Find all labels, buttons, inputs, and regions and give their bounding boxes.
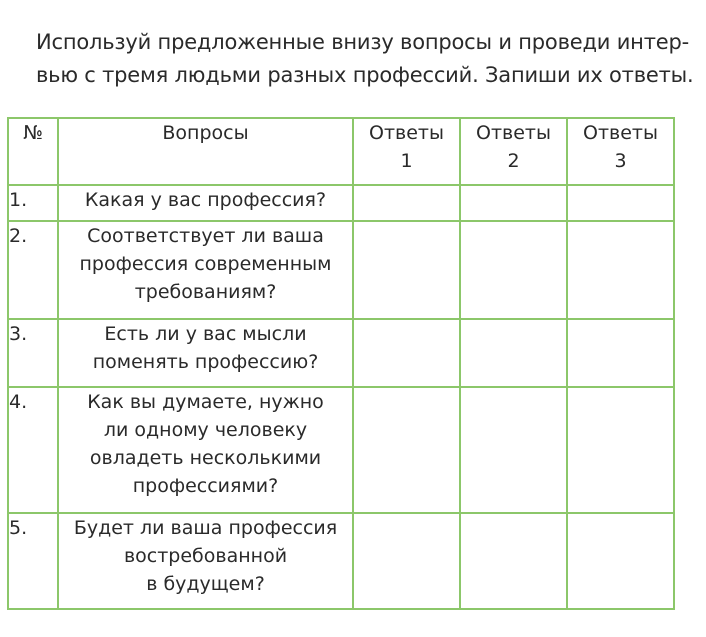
row-number: 2. <box>8 221 58 319</box>
answer-cell-1[interactable] <box>353 387 460 513</box>
answer-cell-3[interactable] <box>567 185 674 221</box>
question-line: в будущем? <box>146 573 265 595</box>
instruction-line-1: Используй предложенные внизу вопросы и проведи интер- <box>36 30 689 54</box>
header-answers-3 <box>567 118 674 185</box>
answer-cell-3[interactable] <box>567 387 674 513</box>
question-line: требованиям? <box>134 281 277 303</box>
answer-cell-3[interactable] <box>567 513 674 609</box>
row-number: 3. <box>8 319 58 387</box>
header-answers-3-num: 3 <box>614 150 627 172</box>
table-row <box>8 387 674 513</box>
header-answers-3-word: Ответы <box>583 122 658 144</box>
answer-cell-1[interactable] <box>353 221 460 319</box>
header-answers-2-num: 2 <box>507 150 520 172</box>
answer-cell-2[interactable] <box>460 221 567 319</box>
question-line: Будет ли ваша профессия <box>73 517 338 539</box>
table-row <box>8 513 674 609</box>
question-line: профессиями? <box>132 475 279 497</box>
header-number: № <box>8 118 58 185</box>
question-line: Есть ли у вас мысли <box>104 323 307 345</box>
question-cell <box>58 513 353 609</box>
answer-cell-2[interactable] <box>460 513 567 609</box>
question-cell <box>58 221 353 319</box>
header-answers-2 <box>460 118 567 185</box>
question-line: Как вы думаете, нужно <box>87 391 324 413</box>
answer-cell-1[interactable] <box>353 319 460 387</box>
question-line: ли одному человеку <box>103 419 308 441</box>
question-line: профессия современным <box>79 253 332 275</box>
question-line: востребованной <box>123 545 288 567</box>
header-answers-2-word: Ответы <box>476 122 551 144</box>
question-line: поменять профессию? <box>92 351 319 373</box>
task-instruction <box>36 26 694 92</box>
answer-cell-2[interactable] <box>460 319 567 387</box>
question-line: овладеть несколькими <box>89 447 322 469</box>
interview-table <box>7 117 675 610</box>
table-row <box>8 221 674 319</box>
header-answers-1 <box>353 118 460 185</box>
header-answers-1-word: Ответы <box>369 122 444 144</box>
question-line: Какая у вас профессия? <box>84 189 327 211</box>
question-cell <box>58 387 353 513</box>
answer-cell-2[interactable] <box>460 387 567 513</box>
row-number: 4. <box>8 387 58 513</box>
question-cell <box>58 319 353 387</box>
instruction-line-2: вью с тремя людьми разных профессий. Запиши их ответы. <box>36 63 694 87</box>
table-row <box>8 185 674 221</box>
question-line: Соответствует ли ваша <box>87 225 324 247</box>
question-cell <box>58 185 353 221</box>
answer-cell-1[interactable] <box>353 185 460 221</box>
answer-cell-1[interactable] <box>353 513 460 609</box>
table-header-row <box>8 118 674 185</box>
answer-cell-2[interactable] <box>460 185 567 221</box>
answer-cell-3[interactable] <box>567 221 674 319</box>
table-row <box>8 319 674 387</box>
answer-cell-3[interactable] <box>567 319 674 387</box>
row-number: 1. <box>8 185 58 221</box>
header-questions: Вопросы <box>58 118 353 185</box>
row-number: 5. <box>8 513 58 609</box>
header-answers-1-num: 1 <box>400 150 413 172</box>
